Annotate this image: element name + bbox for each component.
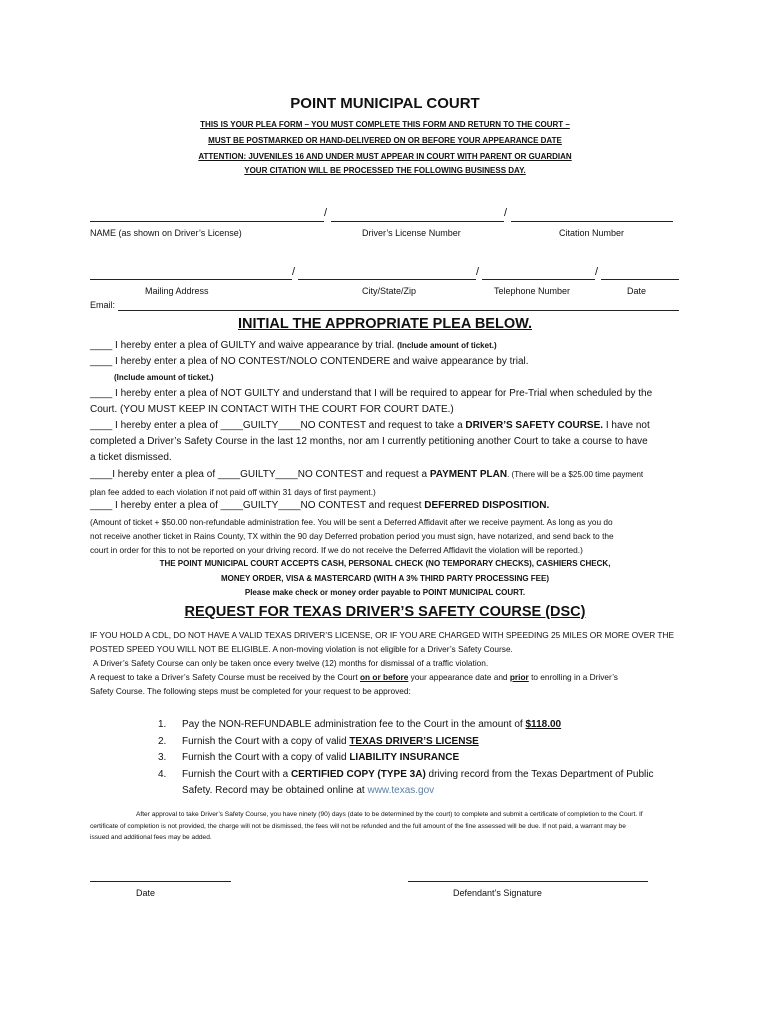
step-text: Safety. Record may be obtained online at [182,785,368,796]
city-state-zip-field-line[interactable] [298,279,476,280]
plea-no-contest-text: I hereby enter a plea of NO CONTEST/NOLO CONTENDERE and waive appearance by trial. [115,356,529,367]
initial-blank[interactable]: ____ [90,356,113,367]
dsc-heading: REQUEST FOR TEXAS DRIVER’S SAFETY COURSE (DSC) [184,604,586,620]
dsc-cdl-line-2: POSTED SPEED YOU WILL NOT BE ELIGIBLE. A non-moving violation is not eligible for a Driver’s Safety Course. [90,644,513,654]
after-approval-line-2: certificate of completion is not provided, the charge will not be dismissed, the fees will not be refunded and the full amount of the fine assessed will be due. If not paid, a warrant may be [90,823,626,830]
dsc-request-prior: prior [509,672,529,682]
dsc-request-tail: to enrolling in a Driver’s [531,672,618,682]
plea-guilty [90,338,690,354]
defendant-signature-line[interactable] [408,881,648,882]
step-text: Furnish the Court with a [182,769,291,780]
city-state-zip-label: City/State/Zip [362,286,417,296]
notice-line-2: MUST BE POSTMARKED OR HAND-DELIVERED ON OR BEFORE YOUR APPEARANCE DATE [208,136,562,145]
initial-blank[interactable]: ____ [90,340,113,351]
defendant-signature-label: Defendant’s Signature [453,888,542,898]
plea-heading: INITIAL THE APPROPRIATE PLEA BELOW. [237,316,533,332]
email-field-line[interactable] [118,310,679,311]
plea-deferred-text: I hereby enter a plea of ____GUILTY____NO CONTEST and request [115,500,422,511]
dsc-request-on-before: on or before [359,672,409,682]
step-emphasis: TEXAS DRIVER’S LICENSE [349,736,479,747]
step-text: Furnish the Court with a copy of valid [182,752,350,763]
citation-field-line[interactable] [511,221,673,222]
mailing-address-label: Mailing Address [145,286,209,296]
name-field-line[interactable] [90,221,324,222]
separator: / [476,266,480,278]
plea-payment-plan [90,467,690,483]
dsc-request-line-2: Safety Course. The following steps must be completed for your request to be approved: [90,686,411,696]
drivers-license-label: Driver’s License Number [362,228,461,238]
initial-blank[interactable]: ____ [90,388,113,399]
step-text: Pay the NON-REFUNDABLE administration fee to the Court in the amount of [182,719,526,730]
payment-note-2: MONEY ORDER, VISA & MASTERCARD (WITH A 3% THIRD PARTY PROCESSING FEE) [220,574,550,583]
date-label: Date [627,286,647,296]
step-emphasis: CERTIFIED COPY (TYPE 3A) [290,769,426,780]
name-label: NAME (as shown on Driver’s License) [90,228,242,238]
page-title: POINT MUNICIPAL COURT [290,95,480,112]
plea-not-guilty-text: I hereby enter a plea of NOT GUILTY and understand that I will be required to appear for Pre-Trial when scheduled by the [115,388,653,399]
telephone-label: Telephone Number [494,286,571,296]
payment-note-3: Please make check or money order payable to POINT MUNICIPAL COURT. [244,588,526,597]
telephone-field-line[interactable] [482,279,595,280]
plea-no-contest-note: (Include amount of ticket.) [114,373,214,382]
step-text-tail: driving record from the Texas Department of Public [425,769,654,780]
dsc-once-line: A Driver’s Safety Course can only be taken once every twelve (12) months for dismissal of a traffic violation. [93,658,489,668]
separator: / [324,207,328,219]
email-label: Email: [90,300,116,310]
payment-note-1: THE POINT MUNICIPAL COURT ACCEPTS CASH, PERSONAL CHECK (NO TEMPORARY CHECKS), CASHIERS CHECK, [159,559,611,568]
separator: / [504,207,508,219]
plea-deferred [90,498,690,514]
step-emphasis: LIABILITY INSURANCE [349,752,460,763]
initial-blank[interactable]: ____ [90,420,113,431]
drivers-license-field-line[interactable] [331,221,504,222]
plea-payment-line-2: plan fee added to each violation if not paid off within 31 days of first payment.) [90,487,376,497]
dsc-request-line [90,670,690,684]
initial-blank[interactable]: ____ [90,469,113,480]
after-approval-line-1: After approval to take Driver’s Safety Course, you have ninety (90) days (date to be determined by the court) to complete and submit a certificate of completion to the Court. If [136,811,643,818]
plea-dsc-tail: I have not [605,420,650,431]
plea-payment-text: I hereby enter a plea of ____GUILTY____NO CONTEST and request a [112,469,428,480]
signature-date-label: Date [136,888,156,898]
plea-dsc-text: I hereby enter a plea of ____GUILTY____NO CONTEST and request to take a [115,420,463,431]
plea-not-guilty-line-2: Court. (YOU MUST KEEP IN CONTACT WITH THE COURT FOR COURT DATE.) [90,404,454,415]
plea-deferred-line-3: not receive another ticket in Rains County, TX within the 90 day Deferred probation period you must sign, have notarized, and send back to the [90,531,614,541]
plea-dsc-bold: DRIVER’S SAFETY COURSE. [465,420,604,431]
notice-line-3: ATTENTION: JUVENILES 16 AND UNDER MUST APPEAR IN COURT WITH PARENT OR GUARDIAN [198,152,572,161]
step-number: 3. [158,752,167,763]
citation-label: Citation Number [559,228,625,238]
plea-dsc-line-3: a ticket dismissed. [90,452,172,463]
plea-deferred-line-4: court in order for this to not be reported on your driving record. If we do not receive the Deferred Affidavit the violation will be reported.) [90,545,583,555]
dsc-cdl-line-1: IF YOU HOLD A CDL, DO NOT HAVE A VALID TEXAS DRIVER’S LICENSE, OR IF YOU ARE CHARGED WITH SPEEDING 25 MILES OR MORE OVER THE [90,630,674,640]
plea-payment-bold: PAYMENT PLAN [429,469,508,480]
plea-deferred-line-2: (Amount of ticket + $50.00 non-refundable administration fee. You will be sent a Deferred Affidavit after we receive payment. As long as you do [90,517,613,527]
dsc-request-mid: your appearance date and [410,672,508,682]
date-field-line[interactable] [601,279,679,280]
plea-not-guilty [90,386,690,402]
step-number: 4. [158,769,167,780]
plea-deferred-bold: DEFERRED DISPOSITION. [424,500,550,511]
plea-dsc [90,418,690,434]
separator: / [595,266,599,278]
separator: / [292,266,296,278]
plea-dsc-line-2: completed a Driver’s Safety Course in the last 12 months, nor am I currently petitioning another Court to take a course to have [90,436,648,447]
plea-payment-tail: . (There will be a $25.00 time payment [507,470,644,479]
notice-line-1: THIS IS YOUR PLEA FORM – YOU MUST COMPLETE THIS FORM AND RETURN TO THE COURT – [200,120,570,129]
step-emphasis: $118.00 [525,719,562,730]
step-text: Furnish the Court with a copy of valid [182,736,350,747]
dsc-request-text: A request to take a Driver’s Safety Course must be received by the Court [90,672,358,682]
plea-no-contest [90,354,690,370]
after-approval-line-3: issued and additional fees may be added. [90,834,212,841]
date-signature-line[interactable] [90,881,231,882]
plea-guilty-text: I hereby enter a plea of GUILTY and waive appearance by trial. [115,340,395,351]
texas-gov-link[interactable]: www.texas.gov [367,785,435,796]
mailing-address-field-line[interactable] [90,279,292,280]
notice-line-4: YOUR CITATION WILL BE PROCESSED THE FOLLOWING BUSINESS DAY. [244,166,526,175]
step-number: 2. [158,736,167,747]
plea-guilty-note: (Include amount of ticket.) [397,341,497,350]
step-number: 1. [158,719,167,730]
initial-blank[interactable]: ____ [90,500,113,511]
